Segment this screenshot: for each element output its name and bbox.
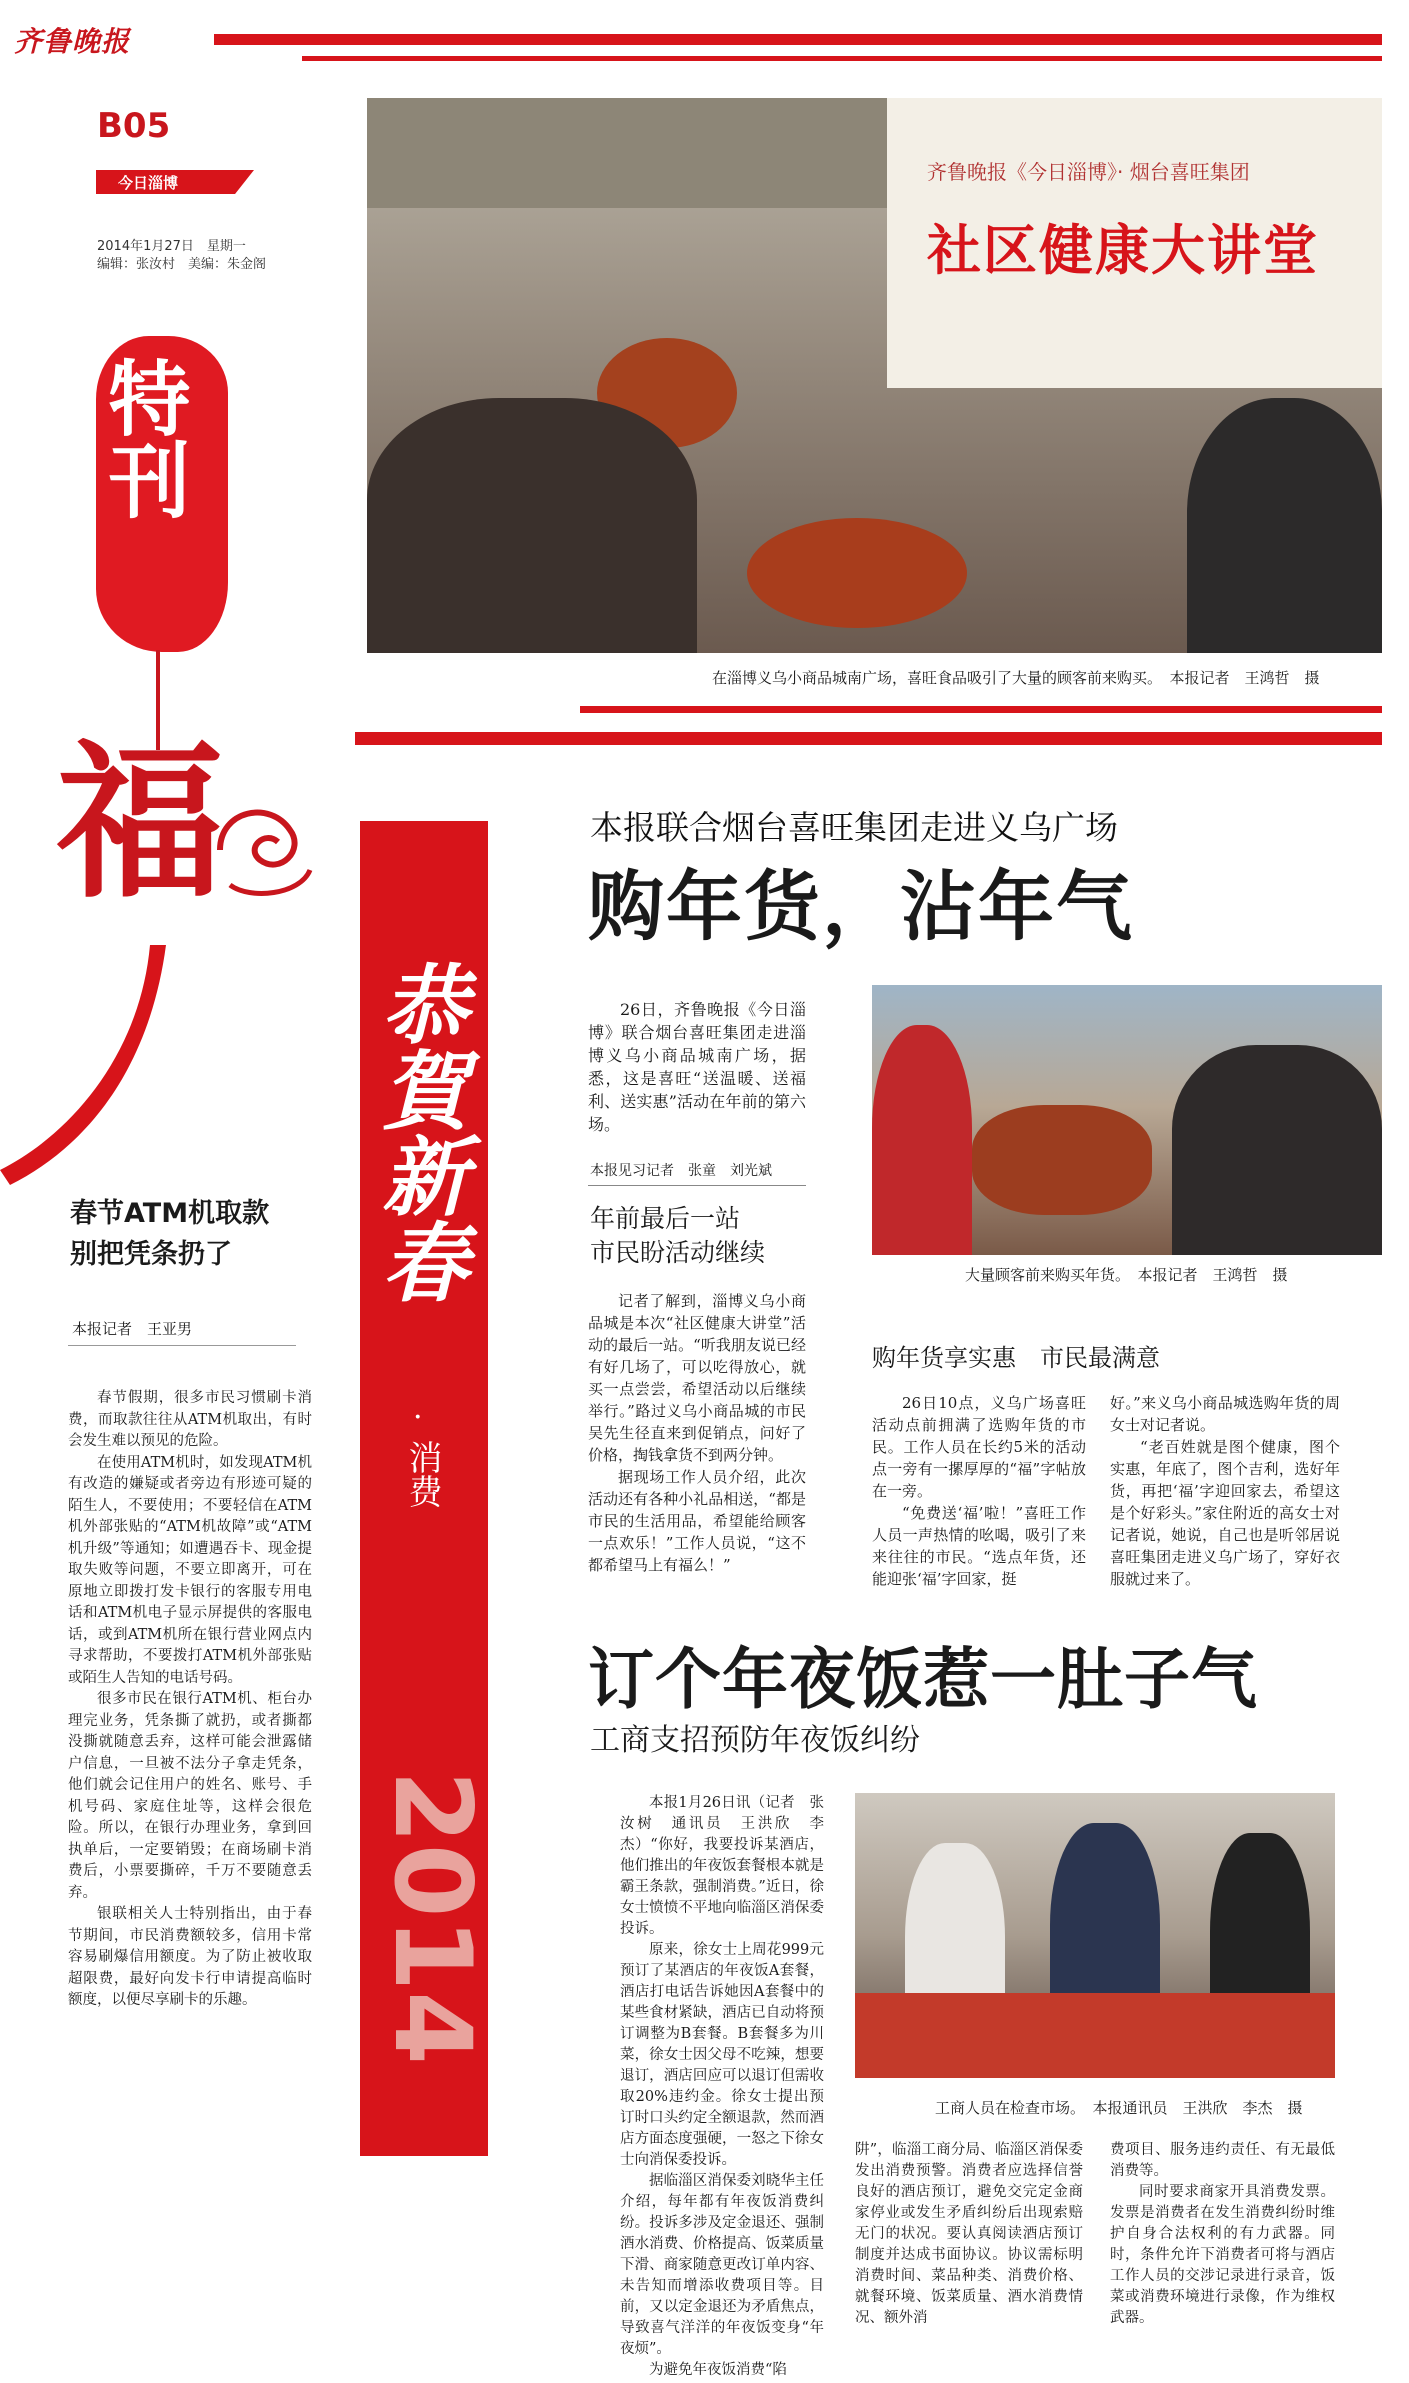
inspection-photo-caption: 工商人员在检查市场。 本报通讯员 王洪欣 李杰 摄 xyxy=(935,2099,1303,2117)
cloud-scroll-ornament xyxy=(210,790,325,910)
brand-logo: 齐鲁晚报 xyxy=(14,25,131,58)
body-paragraph: 本报1月26日讯（记者 张汝树 通讯员 王洪欣 李杰）“你好，我要投诉某酒店，他们推出的年夜饭套餐根本就是霸王条款，强制消费。”近日，徐女士愤愤不平地向临淄区消保委投诉。 xyxy=(620,1795,824,1937)
section-name: 今日淄博 xyxy=(118,174,179,192)
body-paragraph: 据临淄区消保委刘晓华主任介绍，每年都有年夜饭消费纠纷。投诉多涉及定金退还、强制酒水消费、价格提高、饭菜质量下滑、商家随意更改订单内容、未告知而增添收费项目等。目前，又以定金退还为矛盾焦点，导致喜气洋洋的年夜饭变身“年夜烦”。 xyxy=(620,2173,824,2357)
inspection-photo xyxy=(855,1793,1335,2078)
main-byline: 本报见习记者 张童 刘光斌 xyxy=(590,1163,772,1179)
fireworks-stall xyxy=(855,1993,1335,2078)
body-paragraph: “老百姓就是图个健康，图个实惠，年底了，图个吉利，选好年货，再把‘福’字迎回家去，希望这是个好彩头。”家住附近的高女士对记者说，她说，自己也是听邻居说喜旺集团走进义乌广场了，穿好衣服就过来了。 xyxy=(1110,1438,1340,1588)
section-rule xyxy=(355,732,1382,745)
atm-paragraph: 很多市民在银行ATM机、柜台办理完业务，凭条撕了就扔，或者撕都没撕就随意丢弃，这样可能会泄露储户信息，一旦被不法分子拿走凭条，他们就会记住用户的姓名、账号、手机号码、家庭住址等，这样会很危险。所以，在银行办理业务，拿到回执单后，一定要销毁；在商场刷卡消费后，小票要撕碎，千万不要随意丢弃。 xyxy=(68,1691,312,1901)
atm-paragraph: 银联相关人士特别指出，由于春节期间，市民消费额较多，信用卡常容易刷爆信用额度。为了防止被收取超限费，最好向发卡行申请提高临时额度，以便尽享刷卡的乐趣。 xyxy=(68,1906,312,2008)
new-year-greeting: 恭賀新春 xyxy=(367,960,468,1304)
main-kicker: 本报联合烟台喜旺集团走进义乌广场 xyxy=(590,808,1118,847)
market-photo-caption: 大量顾客前来购买年货。 本报记者 王鸿哲 摄 xyxy=(965,1266,1288,1284)
main-headline: 购年货，沾年气 xyxy=(588,862,1134,951)
byline-rule xyxy=(588,1185,806,1186)
crowd xyxy=(367,398,697,653)
atm-paragraph: 在使用ATM机时，如发现ATM机有改造的嫌疑或者旁边有形迹可疑的陌生人，不要使用；不要轻信在ATM机外部张贴的“ATM机故障”或“ATM机升级”等通知；如遭遇吞卡、现金提取失败等问题，不要立即离开，可在原地立即拨打发卡银行的客服专用电话和ATM机电子显示屏提供的客服电话，或到ATM机所在银行营业网点内寻求帮助，不要拨打ATM机外部张贴或陌生人告知的电话号码。 xyxy=(68,1454,312,1686)
second-col1 xyxy=(620,1793,824,2381)
body-paragraph: 同时要求商家开具消费发票。发票是消费者在发生消费纠纷时维护自身合法权利的有力武器。同时，条件允许下消费者可将与酒店工作人员的交涉记录进行录音，饭菜或消费环境进行录像，作为维权武器。 xyxy=(1110,2184,1335,2326)
building-backdrop xyxy=(367,98,887,208)
subhead-2: 购年货享实惠 市民最满意 xyxy=(872,1344,1160,1372)
second-subhead: 工商支招预防年夜饭纠纷 xyxy=(590,1723,920,1758)
second-col2 xyxy=(855,2140,1083,2329)
shopper-red-coat xyxy=(872,1025,972,1255)
market-photo xyxy=(872,985,1382,1255)
customer-figure xyxy=(1187,398,1382,653)
atm-paragraph: 春节假期，很多市民习惯刷卡消费，而取款往往从ATM机取出，有时会发生难以预见的危险。 xyxy=(68,1390,312,1449)
top-photo-caption: 在淄博义乌小商品城南广场，喜旺食品吸引了大量的顾客前来购买。 本报记者 王鸿哲 摄 xyxy=(712,669,1320,687)
body-paragraph: 记者了解到，淄博义乌小商品城是本次“社区健康大讲堂”活动的最后一站。“听我朋友说已经有好几场了，可以吃得放心，就买一点尝尝，希望活动以后继续举行。”路过义乌小商品城的市民吴先生径直来到促销点，问好了价格，掏钱拿货不到两分钟。 xyxy=(588,1292,806,1464)
sausage-table xyxy=(972,1105,1152,1215)
main-col2 xyxy=(872,1392,1086,1590)
atm-title-line1: 春节ATM机取款 xyxy=(70,1198,270,1229)
body-paragraph: 阱”，临淄工商分局、临淄区消保委发出消费预警。消费者应选择信誉良好的酒店预订，避免交完定金商家停业或发生矛盾纠纷后出现索赔无门的状况。要认真阅读酒店预订制度并达成书面协议。协议需标明消费时间、菜品种类、消费价格、就餐环境、饭菜质量、酒水消费情况、额外消 xyxy=(855,2142,1083,2326)
subhead-1-line2: 市民盼活动继续 xyxy=(590,1238,766,1267)
masthead-rule-top xyxy=(214,34,1382,45)
sausage-pile xyxy=(747,518,967,628)
second-headline: 订个年夜饭惹一肚子气 xyxy=(588,1641,1258,1718)
main-lead xyxy=(588,998,806,1136)
atm-byline-rule xyxy=(68,1345,296,1346)
tassel xyxy=(0,945,175,1185)
banner-dot: · xyxy=(413,1400,423,1435)
top-event-photo xyxy=(367,98,1382,653)
editor-credits: 编辑：张汝村 美编：朱金阁 xyxy=(97,257,267,272)
body-paragraph: 据现场工作人员介绍，此次活动还有各种小礼品相送，“都是市民的生活用品，希望能给顾客一点欢乐！”工作人员说，“这不都希望马上有福么！” xyxy=(588,1468,806,1574)
subhead-1-line1: 年前最后一站 xyxy=(590,1204,741,1233)
body-paragraph: “免费送‘福’啦！”喜旺工作人员一声热情的吆喝，吸引了来来往往的市民。“选点年货，还能迎张‘福’字回家，挺 xyxy=(872,1504,1086,1588)
second-col3 xyxy=(1110,2140,1335,2329)
fu-character: 福 xyxy=(56,723,224,921)
special-issue-text: 特刊 xyxy=(95,356,191,520)
atm-byline: 本报记者 王亚男 xyxy=(72,1320,193,1338)
banner-year: 2014 xyxy=(371,1770,494,2066)
lead-paragraph: 26日，齐鲁晚报《今日淄博》联合烟台喜旺集团走进淄博义乌小商品城南广场，据悉，这是喜旺“送温暖、送福利、送实惠”活动在年前的第六场。 xyxy=(588,1000,806,1134)
body-paragraph: 26日10点，义乌广场喜旺活动点前拥满了选购年货的市民。工作人员在长约5米的活动点一旁有一摞厚厚的“福”字帖放在一旁。 xyxy=(872,1394,1086,1500)
main-col3 xyxy=(1110,1392,1340,1590)
main-col1 xyxy=(588,1290,806,1576)
body-paragraph: 原来，徐女士上周花999元预订了某酒店的年夜饭A套餐，酒店打电话告诉她因A套餐中的某些食材紧缺，酒店已自动将预订调整为B套餐。B套餐多为川菜，徐女士因父母不吃辣，想要退订，酒店回应可以退订但需收取20%违约金。徐女士提出预订时口头约定全额退款，然而酒店方面态度强硬，一怒之下徐女士向消保委投诉。 xyxy=(620,1942,824,2168)
banner-category: 消费 xyxy=(402,1440,442,1508)
body-paragraph: 费项目、服务违约责任、有无最低消费等。 xyxy=(1110,2142,1335,2179)
banner-title: 社区健康大讲堂 xyxy=(927,218,1319,282)
masthead-rule-bottom xyxy=(302,56,1382,61)
page-number: B05 xyxy=(97,106,171,146)
atm-title-line2: 别把凭条扔了 xyxy=(70,1239,232,1270)
body-paragraph: 为避免年夜饭消费“陷 xyxy=(649,2362,787,2378)
atm-body xyxy=(68,1388,312,2012)
body-paragraph: 好。”来义乌小商品城选购年货的周女士对记者说。 xyxy=(1110,1394,1340,1434)
issue-date: 2014年1月27日 星期一 xyxy=(97,239,246,254)
vendor-group xyxy=(1172,1045,1382,1255)
banner-subtitle: 齐鲁晚报《今日淄博》· 烟台喜旺集团 xyxy=(927,160,1250,184)
caption-rule xyxy=(580,706,1382,713)
